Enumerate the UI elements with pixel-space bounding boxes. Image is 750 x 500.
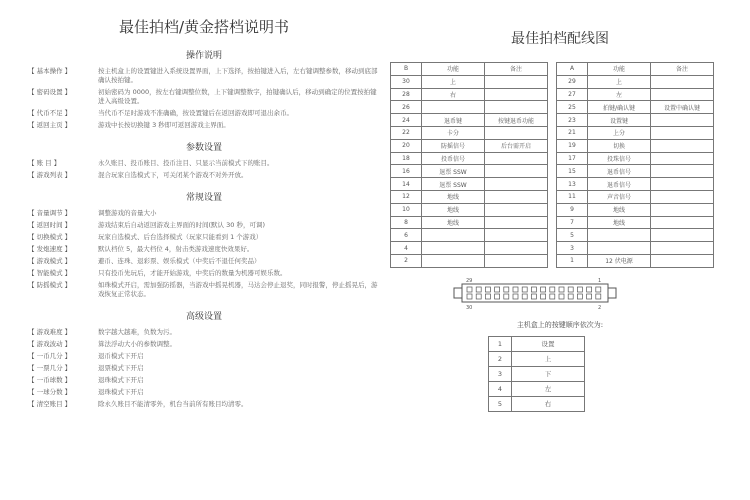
row-label: 【 一球分数 】 (28, 388, 72, 396)
wiring-cell (485, 165, 548, 178)
row-description: 默认档位 5，最大档位 4，射击类游戏速度快效果好。 (98, 245, 254, 253)
manual-row (28, 257, 380, 266)
row-label: 【 切换模式 】 (28, 233, 72, 241)
wiring-row (391, 242, 714, 255)
connector-pin (577, 287, 582, 292)
order-cell: 2 (489, 351, 512, 366)
wiring-cell: 退币键 (422, 114, 485, 127)
wiring-cell: 2 (391, 254, 422, 267)
connector-pin (531, 287, 536, 292)
row-description: 调整游戏的音量大小 (98, 209, 157, 217)
wiring-row (391, 152, 714, 165)
row-description: 初始密码为 0000，按左右键调整位数，上下键调整数字，拍键确认后，移动到确定的位置按拍键进入高级设置。 (98, 88, 377, 105)
wiring-cell: 地线 (422, 190, 485, 203)
row-label: 【 账 目 】 (28, 159, 61, 167)
row-label: 【 游戏难度 】 (28, 328, 72, 336)
wiring-cell: 左 (588, 88, 651, 101)
wiring-cell: 地线 (422, 203, 485, 216)
wiring-cell: 20 (391, 139, 422, 152)
order-cell: 左 (512, 381, 585, 396)
pin-label-top-left: 29 (466, 277, 473, 284)
wiring-cell: 右 (422, 88, 485, 101)
wiring-cell (651, 75, 714, 88)
connector-pin (495, 287, 500, 292)
connector-pin (522, 287, 527, 292)
row-label: 【 密码设置 】 (28, 88, 72, 96)
wiring-cell (651, 229, 714, 242)
wiring-cell (651, 152, 714, 165)
wiring-cell: 9 (557, 203, 588, 216)
manual-row (28, 328, 380, 337)
wiring-cell (588, 229, 651, 242)
wiring-cell (485, 254, 548, 267)
wiring-cell: 功能 (422, 63, 485, 76)
row-label: 【 音量调节 】 (28, 209, 72, 217)
manual-row (28, 400, 380, 409)
wiring-cell: 15 (557, 165, 588, 178)
wiring-cell (485, 178, 548, 191)
wiring-cell (485, 190, 548, 203)
connector-pin (513, 287, 518, 292)
row-label: 【 游戏列表 】 (28, 171, 72, 179)
wiring-cell (485, 229, 548, 242)
row-label: 【 代币不足 】 (28, 109, 72, 117)
wiring-cell: 3 (557, 242, 588, 255)
pin-label-bottom-right: 2 (598, 304, 602, 311)
wiring-row (391, 178, 714, 191)
wiring-cell (485, 75, 548, 88)
section-title: 高级设置 (185, 312, 222, 322)
connector-pin (531, 294, 536, 299)
row-label: 【 防摇模式 】 (28, 281, 72, 289)
connector-pin (559, 294, 564, 299)
wiring-cell: 22 (391, 126, 422, 139)
connector-pin (568, 294, 573, 299)
wiring-cell: 备注 (485, 63, 548, 76)
wiring-cell: 退币信号 (588, 165, 651, 178)
row-description: 如珠模式开启，需加强防摇器，当游戏中摇晃机器，马达会停止退奖，同时报警，停止摇晃后，游戏恢复正常状态。 (98, 281, 378, 298)
wiring-cell (651, 203, 714, 216)
wiring-cell (651, 242, 714, 255)
wiring-cell: 声音信号 (588, 190, 651, 203)
wiring-cell: 4 (391, 242, 422, 255)
order-cell: 上 (512, 351, 585, 366)
wiring-cell: 设置键 (588, 114, 651, 127)
connector-pin (559, 287, 564, 292)
wiring-row (391, 139, 714, 152)
manual-row (28, 376, 380, 385)
wiring-cell: 拍键/确认键 (588, 101, 651, 114)
connector-pin (568, 287, 573, 292)
row-description: 玩家自选模式、后台选择模式（玩家只能看到 1 个游戏） (98, 233, 263, 241)
row-description: 游戏结束后自动返回游戏主界面的时间(默认 30 秒，可调) (98, 221, 265, 229)
manual-row (28, 388, 380, 397)
row-description: 退珠模式下开启 (98, 376, 144, 384)
section-title: 操作说明 (185, 51, 222, 61)
manual-row (28, 121, 380, 130)
manual-row (28, 88, 380, 106)
manual-title: 最佳拍档/黄金搭档说明书 (118, 18, 290, 36)
wiring-cell: 28 (391, 88, 422, 101)
wiring-cell: 12 伏电源 (588, 254, 651, 267)
wiring-cell: 14 (391, 178, 422, 191)
row-description: 游戏中长按切换键 3 秒即可返回游戏主界面。 (98, 121, 230, 129)
wiring-cell: 地线 (588, 203, 651, 216)
wiring-cell: 23 (557, 114, 588, 127)
row-description: 只有投币先玩后，才能开始游戏，中奖后的数量为机器可娱乐数。 (98, 269, 287, 277)
row-description: 退票模式下开启 (98, 364, 144, 372)
wiring-cell: A (557, 63, 588, 76)
connector-pin (467, 287, 472, 292)
row-label: 【 智能模式 】 (28, 269, 72, 277)
row-label: 【 返回主页 】 (28, 121, 72, 129)
wiring-cell (485, 203, 548, 216)
wiring-cell (651, 165, 714, 178)
order-cell: 4 (489, 381, 512, 396)
manual-row (28, 281, 380, 299)
connector-pin (577, 294, 582, 299)
row-label: 【 清空账目 】 (28, 400, 72, 408)
connector-pin (550, 287, 555, 292)
pin-label-top-right: 1 (598, 277, 602, 284)
wiring-cell: 30 (391, 75, 422, 88)
connector-pin (467, 294, 472, 299)
wiring-cell (485, 216, 548, 229)
manual-row (28, 209, 380, 218)
order-cell: 5 (489, 396, 512, 411)
wiring-cell: 12 (391, 190, 422, 203)
section-title: 常规设置 (185, 193, 222, 203)
row-description: 数字越大越难，负数为污。 (98, 328, 176, 336)
wiring-cell (588, 242, 651, 255)
manual-row (28, 109, 380, 118)
wiring-cell (422, 101, 485, 114)
manual-row (28, 67, 380, 85)
row-label: 【 发炮速度 】 (28, 245, 72, 253)
wiring-cell: 功能 (588, 63, 651, 76)
wiring-title: 最佳拍档配线图 (511, 31, 609, 47)
row-description: 避币、连珠、退彩票、娱乐模式（中奖后不退任何奖品） (98, 257, 261, 265)
wiring-cell: 投币信号 (422, 152, 485, 165)
order-caption: 主机盒上的按键顺序依次为: (516, 320, 604, 329)
wiring-cell (485, 101, 548, 114)
wiring-cell (485, 242, 548, 255)
row-label: 【 游戏模式 】 (28, 257, 72, 265)
wiring-cell: 25 (557, 101, 588, 114)
manual-row (28, 269, 380, 278)
manual-panel (28, 10, 380, 412)
wiring-row (391, 165, 714, 178)
button-order-table (488, 336, 585, 412)
row-description: 退珠模式下开启 (98, 388, 144, 396)
order-cell: 设置 (512, 336, 585, 351)
wiring-cell: 防摇信号 (422, 139, 485, 152)
connector-pin (485, 294, 490, 299)
wiring-cell: 上 (422, 75, 485, 88)
manual-row (28, 245, 380, 254)
wiring-cell: 投珠信号 (588, 152, 651, 165)
manual-row (28, 340, 380, 349)
wiring-cell (485, 126, 548, 139)
wiring-cell: 退票 SSW (422, 165, 485, 178)
connector-pin (587, 287, 592, 292)
wiring-cell: 27 (557, 88, 588, 101)
wiring-cell (422, 254, 485, 267)
connector-pin (587, 294, 592, 299)
wiring-cell: 7 (557, 216, 588, 229)
order-cell: 3 (489, 366, 512, 381)
row-description: 退币模式下开启 (98, 352, 144, 360)
connector-pin (550, 294, 555, 299)
manual-row (28, 171, 380, 180)
manual-row (28, 352, 380, 361)
wiring-row (391, 190, 714, 203)
wiring-cell: 16 (391, 165, 422, 178)
connector-pin (476, 287, 481, 292)
order-row (489, 366, 585, 381)
row-label: 【 一币球数 】 (28, 376, 72, 384)
manual-sections (28, 48, 380, 409)
manual-row (28, 221, 380, 230)
row-description: 混合玩家自选模式下，可关闭某个游戏不对外开放。 (98, 171, 248, 179)
wiring-cell: 18 (391, 152, 422, 165)
wiring-cell: 11 (557, 190, 588, 203)
connector-pin (522, 294, 527, 299)
row-label: 【 游戏波动 】 (28, 340, 72, 348)
connector-pin (513, 294, 518, 299)
wiring-cell: 5 (557, 229, 588, 242)
wiring-cell (651, 126, 714, 139)
wiring-cell (485, 152, 548, 165)
connector-pin (541, 287, 546, 292)
manual-row (28, 364, 380, 373)
wiring-cell: 设置中确认键 (651, 101, 714, 114)
wiring-cell (485, 88, 548, 101)
wiring-cell: 卡分 (422, 126, 485, 139)
wiring-cell: 退币信号 (588, 178, 651, 191)
section-title: 参数设置 (185, 143, 222, 153)
row-label: 【 一票几分 】 (28, 364, 72, 372)
connector-pin (504, 287, 509, 292)
wiring-cell: 地线 (588, 216, 651, 229)
wiring-row (391, 126, 714, 139)
wiring-cell: 10 (391, 203, 422, 216)
wiring-cell: 29 (557, 75, 588, 88)
order-row (489, 381, 585, 396)
order-cell: 1 (489, 336, 512, 351)
wiring-table (390, 62, 714, 268)
wiring-cell: 21 (557, 126, 588, 139)
pin-label-bottom-left: 30 (466, 304, 473, 311)
wiring-cell: 19 (557, 139, 588, 152)
wiring-row (391, 203, 714, 216)
wiring-cell: 26 (391, 101, 422, 114)
wiring-cell: 上 (588, 75, 651, 88)
wiring-row (391, 101, 714, 114)
connector-pin (596, 287, 601, 292)
wiring-row (391, 63, 714, 76)
order-row (489, 336, 585, 351)
order-row (489, 351, 585, 366)
wiring-cell: 地线 (422, 216, 485, 229)
row-label: 【 基本操作 】 (28, 67, 72, 75)
wiring-row (391, 254, 714, 267)
row-label: 【 返回时间 】 (28, 221, 72, 229)
row-description: 除永久账目不能清零外，机台当前所有账目均清零。 (98, 400, 248, 408)
connector-diagram (450, 276, 620, 312)
wiring-cell: 备注 (651, 63, 714, 76)
wiring-cell (422, 242, 485, 255)
wiring-cell: 24 (391, 114, 422, 127)
manual-row (28, 233, 380, 242)
manual-row (28, 159, 380, 168)
connector-pin (596, 294, 601, 299)
order-cell: 右 (512, 396, 585, 411)
order-cell: 下 (512, 366, 585, 381)
connector-pin (495, 294, 500, 299)
order-row (489, 396, 585, 411)
wiring-cell: 按键退币功能 (485, 114, 548, 127)
wiring-cell (651, 190, 714, 203)
wiring-row (391, 114, 714, 127)
wiring-cell (651, 254, 714, 267)
wiring-row (391, 75, 714, 88)
wiring-cell: 上分 (588, 126, 651, 139)
row-description: 按主机盒上的设置键进入系统设置界面，上下选择，按拍键进入后，左右键调整参数，移动到底部确认按拍键。 (98, 67, 378, 84)
wiring-cell: 8 (391, 216, 422, 229)
connector-pin (485, 287, 490, 292)
connector-pin (504, 294, 509, 299)
row-label: 【 一币几分 】 (28, 352, 72, 360)
wiring-cell (651, 88, 714, 101)
wiring-row (391, 229, 714, 242)
wiring-cell: 17 (557, 152, 588, 165)
wiring-cell: 6 (391, 229, 422, 242)
wiring-row (391, 216, 714, 229)
wiring-cell (651, 139, 714, 152)
wiring-cell: B (391, 63, 422, 76)
wiring-cell (651, 178, 714, 191)
wiring-cell: 后台需开启 (485, 139, 548, 152)
wiring-panel (390, 10, 730, 412)
wiring-row (391, 88, 714, 101)
connector-pin (541, 294, 546, 299)
connector-pin (476, 294, 481, 299)
row-description: 永久账目、投币账目、投币注目、只显示当前模式下的账目。 (98, 159, 274, 167)
wiring-cell (651, 216, 714, 229)
wiring-cell (422, 229, 485, 242)
wiring-cell (651, 114, 714, 127)
wiring-cell: 退票 SSW (422, 178, 485, 191)
wiring-cell: 1 (557, 254, 588, 267)
row-description: 当代币不足时游戏不准确确，按设置键后在返回游戏即可退出余币。 (98, 109, 293, 117)
wiring-cell: 切换 (588, 139, 651, 152)
connector-svg (450, 276, 620, 312)
row-description: 算法浮动大小的参数调整。 (98, 340, 176, 348)
wiring-cell: 13 (557, 178, 588, 191)
